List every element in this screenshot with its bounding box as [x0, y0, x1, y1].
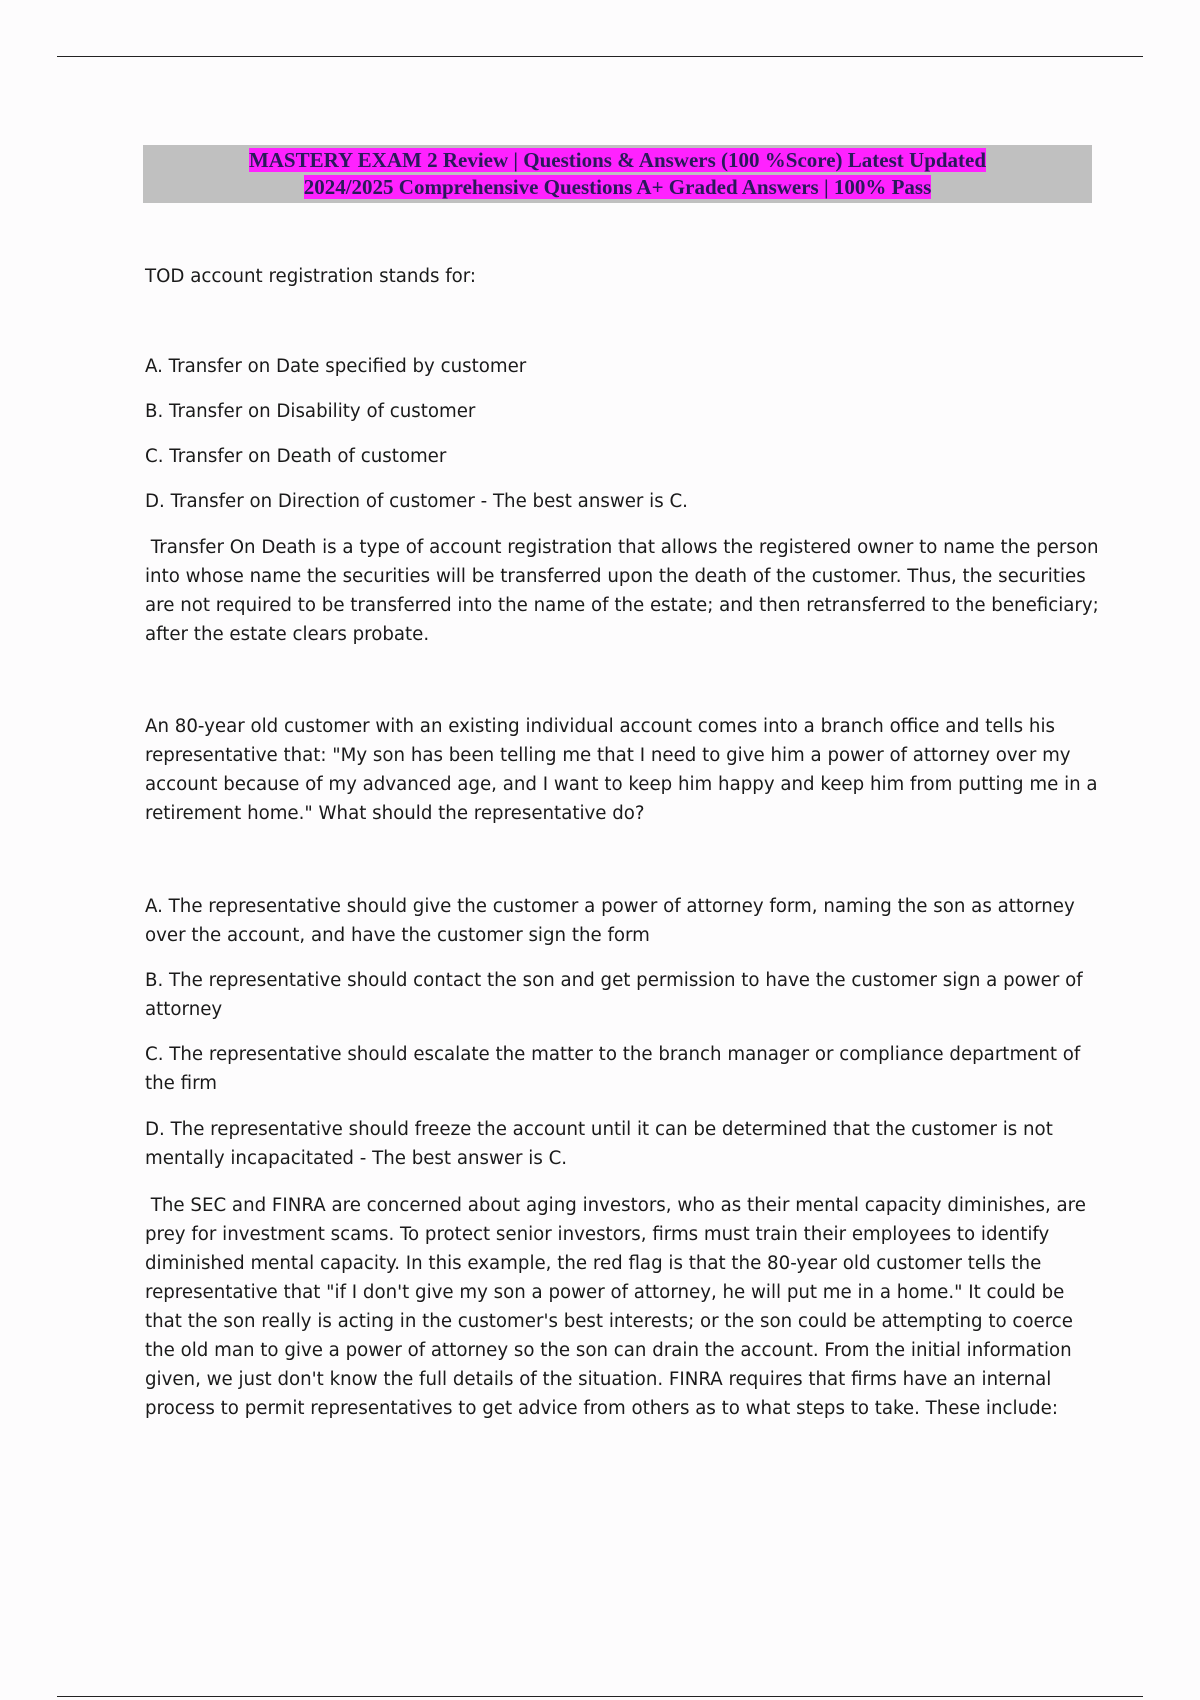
question-2-option-c: C. The representative should escalate the matter to the branch manager or compliance department of the firm [145, 1044, 1081, 1094]
header-rule [57, 56, 1143, 57]
title-line-2: 2024/2025 Comprehensive Questions A+ Graded Answers | 100% Pass [303, 175, 932, 199]
title-line-1: MASTERY EXAM 2 Review | Questions & Answers (100 %Score) Latest Updated [248, 148, 987, 172]
question-2-option-a: A. The representative should give the customer a power of attorney form, naming the son as attorney over the account, and have the customer sign the form [145, 896, 1075, 946]
question-1-option-b: B. Transfer on Disability of customer [145, 401, 476, 422]
document-title-banner [143, 145, 1092, 203]
question-2-explanation: The SEC and FINRA are concerned about aging investors, who as their mental capacity diminishes, are prey for investment scams. To protect senior investors, firms must train their employees to identify diminished mental capacity. In this example, the red flag is that the 80-year old customer tells the representative that "if I don't give my son a power of attorney, he will put me in a home." It could be that the son really is acting in the customer's best interests; or the son could be attempting to coerce the old man to give a power of attorney so the son can drain the account. From the initial information given, we just don't know the full details of the situation. FINRA requires that firms have an internal process to permit representatives to get advice from others as to what steps to take. These include: [145, 1195, 1092, 1419]
footer-rule [57, 1696, 1143, 1697]
question-2-option-d: D. The representative should freeze the account until it can be determined that the customer is not mentally incapacitated - The best answer is C. [145, 1119, 1053, 1169]
question-1-option-d: D. Transfer on Direction of customer - The best answer is C. [145, 491, 688, 512]
question-2-option-b: B. The representative should contact the son and get permission to have the customer sign a power of attorney [145, 970, 1083, 1020]
question-1-explanation: Transfer On Death is a type of account registration that allows the registered owner to name the person into whose name the securities will be transferred upon the death of the customer. Thus, the securities are not required to be transferred into the name of the estate; and then retransferred to the beneficiary; after the estate clears probate. [145, 537, 1105, 645]
question-1-prompt: TOD account registration stands for: [145, 266, 477, 287]
question-2-prompt: An 80-year old customer with an existing individual account comes into a branch office and tells his representative that: "My son has been telling me that I need to give him a power of attorney over my account because of my advanced age, and I want to keep him happy and keep him from putting me in a retirement home." What should the representative do? [145, 716, 1098, 824]
question-1-option-a: A. Transfer on Date specified by customer [145, 356, 527, 377]
question-1-option-c: C. Transfer on Death of customer [145, 446, 447, 467]
